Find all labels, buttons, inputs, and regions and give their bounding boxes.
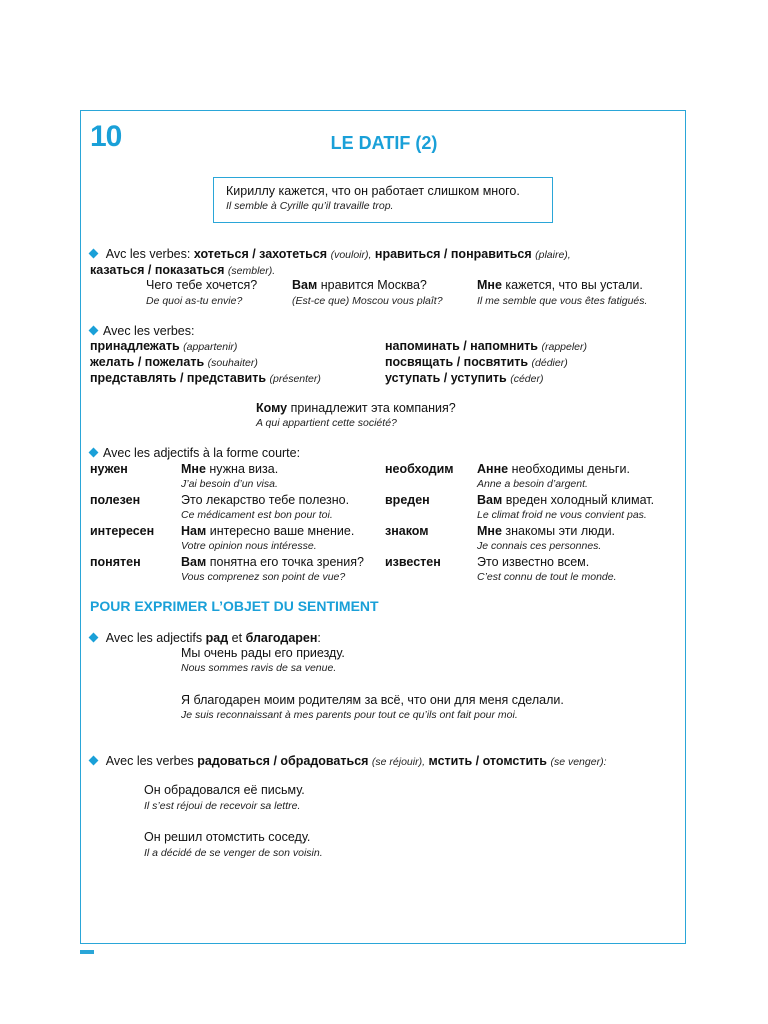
s2-left-verb: принадлежать bbox=[90, 339, 180, 353]
s2-left-1 bbox=[90, 338, 237, 355]
s4-lead-a: Avec les adjectifs bbox=[105, 631, 203, 645]
s3-r2-fr2: Le climat froid ne vous convient pas. bbox=[477, 509, 647, 521]
s3-bold: Мне bbox=[477, 524, 502, 538]
s5-gloss-2: (se venger): bbox=[550, 756, 607, 768]
adj-nuzhen: нужен bbox=[90, 462, 128, 476]
s1-ex3-fr: Il me semble que vous êtes fatigués. bbox=[477, 295, 648, 307]
s3-rest: интересно ваше мнение. bbox=[209, 524, 355, 538]
s3-bold: Нам bbox=[181, 524, 207, 538]
s5-ex2-ru: Он решил отомстить соседу. bbox=[144, 830, 311, 844]
s1-ex2-ru bbox=[292, 277, 427, 293]
s3-rest: вреден холодный климат. bbox=[505, 493, 655, 507]
s3-r4-ru1 bbox=[181, 554, 364, 570]
s4-lead-rad: рад bbox=[205, 631, 229, 645]
s2-ex-ru bbox=[256, 400, 456, 416]
s3-r4-fr1: Vous comprenez son point de vue? bbox=[181, 571, 346, 583]
adj-znakom: знаком bbox=[385, 524, 429, 538]
s5-ex1-ru: Он обрадовался её письму. bbox=[144, 783, 305, 797]
s5-verb-1: радоваться / обрадоваться bbox=[197, 754, 369, 768]
s2-right-verb: напоминать / напомнить bbox=[385, 339, 538, 353]
s3-bold: Мне bbox=[181, 462, 206, 476]
adj-neobkhodim: необходим bbox=[385, 462, 454, 476]
adj-ponyaten: понятен bbox=[90, 555, 141, 569]
s1-gloss-1: (vouloir), bbox=[330, 249, 372, 261]
s4-ex1-fr: Nous sommes ravis de sa venue. bbox=[181, 662, 337, 674]
s3-r4-ru2: Это известно всем. bbox=[477, 555, 590, 569]
adj-polezen: полезен bbox=[90, 493, 141, 507]
s1-gloss-2: (plaire), bbox=[535, 249, 571, 261]
s4-lead-line: Avec les adjectifs рад et благодарен: bbox=[90, 630, 321, 646]
s2-right-verb: уступать / уступить bbox=[385, 371, 507, 385]
s1-ex2-ru-rest: нравится Москва? bbox=[320, 278, 427, 292]
s5-ex2-fr: Il a décidé de se venger de son voisin. bbox=[144, 847, 323, 859]
s2-left-3 bbox=[90, 370, 321, 387]
s2-left-verb: представлять / представить bbox=[90, 371, 267, 385]
s1-verb-2: нравиться / понравиться bbox=[374, 247, 532, 261]
s3-r3-fr1: Votre opinion nous intéresse. bbox=[181, 540, 317, 552]
s2-left-2 bbox=[90, 354, 258, 371]
s2-ex-ru-bold: Кому bbox=[256, 401, 288, 415]
s3-bold: Вам bbox=[477, 493, 503, 507]
s2-left-gloss: (souhaiter) bbox=[207, 357, 258, 369]
s5-lead: Avec les verbes bbox=[105, 754, 194, 768]
s1-ex1-fr: De quoi as-tu envie? bbox=[146, 295, 243, 307]
s4-lead-blagodaren: благодарен bbox=[245, 631, 318, 645]
s2-right-verb: посвящать / посвятить bbox=[385, 355, 529, 369]
s3-lead: Avec les adjectifs à la forme courte: bbox=[90, 445, 300, 461]
adj-vreden: вреден bbox=[385, 493, 430, 507]
s4-ex1-ru: Мы очень рады его приезду. bbox=[181, 646, 345, 660]
s3-r2-ru1: Это лекарство тебе полезно. bbox=[181, 493, 350, 507]
chapter-number: 10 bbox=[90, 120, 122, 153]
s3-r3-fr2: Je connais ces personnes. bbox=[477, 540, 602, 552]
s2-right-gloss: (rappeler) bbox=[541, 341, 588, 353]
s3-r1-ru1 bbox=[181, 461, 278, 477]
s1-ex3-ru-bold: Мне bbox=[477, 278, 502, 292]
s4-ex2-fr: Je suis reconnaissant à mes parents pour tout ce qu’ils ont fait pour moi. bbox=[181, 709, 518, 721]
s5-gloss-1: (se réjouir), bbox=[371, 756, 426, 768]
s1-ex2-fr: (Est-ce que) Moscou vous plaît? bbox=[292, 295, 443, 307]
s2-right-gloss: (céder) bbox=[510, 373, 544, 385]
s1-ex3-ru bbox=[477, 277, 643, 293]
chapter-title: LE DATIF (2) bbox=[330, 133, 438, 153]
s1-ex1-ru: Чего тебе хочется? bbox=[146, 278, 258, 292]
s3-r2-fr1: Ce médicament est bon pour toi. bbox=[181, 509, 333, 521]
s5-lead-line bbox=[90, 753, 607, 770]
s1-verb-3: казаться / показаться bbox=[90, 263, 225, 277]
s1-ex3-ru-rest: кажется, что вы устали. bbox=[505, 278, 643, 292]
s3-r2-ru2 bbox=[477, 492, 654, 508]
intro-example-box bbox=[213, 177, 553, 223]
s3-rest: понятна его точка зрения? bbox=[209, 555, 365, 569]
adj-izvesten: известен bbox=[385, 555, 441, 569]
s4-lead-mid: et bbox=[231, 631, 243, 645]
s3-rest: знакомы эти люди. bbox=[505, 524, 616, 538]
s2-right-2 bbox=[385, 354, 568, 371]
intro-example-ru: Кириллу кажется, что он работает слишком много. bbox=[226, 184, 520, 198]
s2-right-1 bbox=[385, 338, 587, 355]
s3-r1-ru2 bbox=[477, 461, 630, 477]
s2-left-gloss: (présenter) bbox=[269, 373, 321, 385]
s3-r1-fr1: J’ai besoin d’un visa. bbox=[181, 478, 278, 490]
s3-r3-ru1 bbox=[181, 523, 354, 539]
s4-ex2-ru: Я благодарен моим родителям за всё, что они для меня сделали. bbox=[181, 693, 564, 707]
s1-lead-line bbox=[90, 246, 571, 263]
s3-rest: нужна виза. bbox=[209, 462, 279, 476]
s2-ex-ru-rest: принадлежит эта компания? bbox=[290, 401, 456, 415]
s3-bold: Анне bbox=[477, 462, 509, 476]
s3-rest: необходимы деньги. bbox=[511, 462, 630, 476]
s2-right-gloss: (dédier) bbox=[531, 357, 568, 369]
s1-lead: Avc les verbes: bbox=[105, 247, 191, 261]
s3-bold: Вам bbox=[181, 555, 207, 569]
section-heading: POUR EXPRIMER L’OBJET DU SENTIMENT bbox=[90, 598, 379, 614]
s3-r1-fr2: Anne a besoin d’argent. bbox=[477, 478, 588, 490]
s2-left-gloss: (appartenir) bbox=[183, 341, 238, 353]
s5-verb-2: мстить / отомстить bbox=[428, 754, 547, 768]
intro-example-fr: Il semble à Cyrille qu’il travaille trop. bbox=[226, 200, 394, 212]
s2-ex-fr: A qui appartient cette société? bbox=[256, 417, 397, 429]
s2-left-verb: желать / пожелать bbox=[90, 355, 205, 369]
s2-lead: Avec les verbes: bbox=[90, 323, 194, 339]
s1-ex2-ru-bold: Вам bbox=[292, 278, 318, 292]
adj-interesen: интересен bbox=[90, 524, 155, 538]
s1-verb-1: хотеться / захотеться bbox=[193, 247, 328, 261]
s3-r4-fr2: C’est connu de tout le monde. bbox=[477, 571, 617, 583]
s1-gloss-3: (sembler). bbox=[227, 265, 276, 277]
s2-right-3 bbox=[385, 370, 543, 387]
s5-ex1-fr: Il s’est réjoui de recevoir sa lettre. bbox=[144, 800, 301, 812]
page-number-mark bbox=[80, 950, 94, 954]
s3-r3-ru2 bbox=[477, 523, 615, 539]
